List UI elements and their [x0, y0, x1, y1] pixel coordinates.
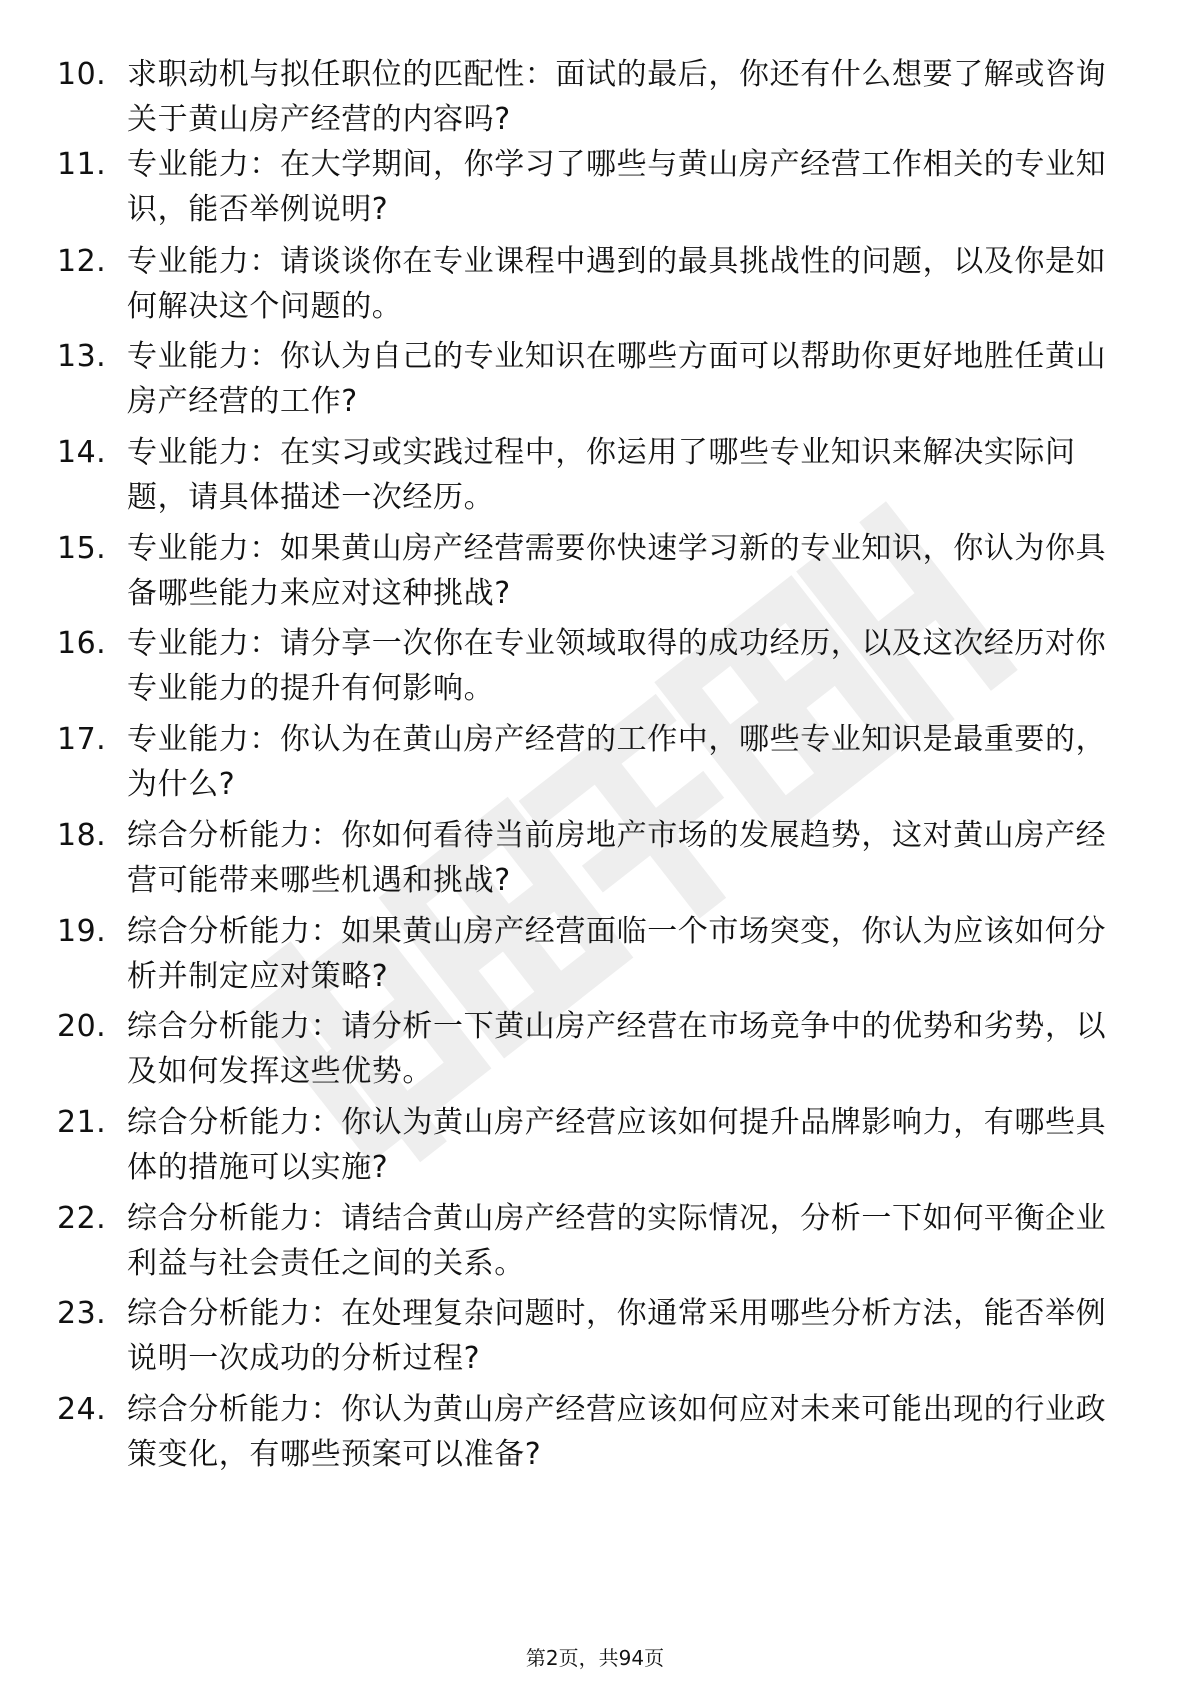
question-text: 综合分析能力：你认为黄山房产经营应该如何应对未来可能出现的行业政策变化，有哪些预案可以准备?	[127, 1392, 1107, 1472]
list-item	[57, 52, 1127, 142]
question-text: 专业能力：你认为自己的专业知识在哪些方面可以帮助你更好地胜任黄山房产经营的工作?	[127, 339, 1107, 419]
question-text: 专业能力：你认为在黄山房产经营的工作中，哪些专业知识是最重要的，为什么?	[127, 722, 1107, 802]
question-number: 13.	[57, 339, 107, 374]
question-number: 21.	[57, 1105, 107, 1140]
list-item	[57, 1100, 1127, 1190]
list-item	[57, 1004, 1127, 1094]
question-number: 23.	[57, 1296, 107, 1331]
question-text: 综合分析能力：如果黄山房产经营面临一个市场突变，你认为应该如何分析并制定应对策略?	[127, 914, 1107, 994]
list-item	[57, 1196, 1127, 1286]
question-number: 12.	[57, 244, 107, 279]
question-text: 综合分析能力：请结合黄山房产经营的实际情况，分析一下如何平衡企业利益与社会责任之间的关系。	[127, 1201, 1107, 1281]
question-text: 求职动机与拟任职位的匹配性：面试的最后，你还有什么想要了解或咨询关于黄山房产经营的内容吗?	[127, 57, 1107, 137]
list-item	[57, 1291, 1127, 1381]
list-item	[57, 239, 1127, 329]
question-number: 24.	[57, 1392, 107, 1427]
list-item	[57, 813, 1127, 903]
list-item	[57, 142, 1127, 232]
page-number-footer: 第2页，共94页	[525, 1646, 665, 1670]
question-text: 专业能力：请分享一次你在专业领域取得的成功经历，以及这次经历对你专业能力的提升有何影响。	[127, 626, 1107, 706]
list-item	[57, 621, 1127, 711]
question-number: 18.	[57, 818, 107, 853]
list-item	[57, 717, 1127, 807]
list-item	[57, 430, 1127, 520]
question-text: 专业能力：在大学期间，你学习了哪些与黄山房产经营工作相关的专业知识，能否举例说明?	[127, 147, 1107, 227]
list-item	[57, 1387, 1127, 1477]
question-number: 19.	[57, 914, 107, 949]
question-number: 16.	[57, 626, 107, 661]
question-number: 20.	[57, 1009, 107, 1044]
question-text: 专业能力：请谈谈你在专业课程中遇到的最具挑战性的问题，以及你是如何解决这个问题的。	[127, 244, 1107, 324]
question-text: 专业能力：在实习或实践过程中，你运用了哪些专业知识来解决实际问题，请具体描述一次经历。	[127, 435, 1076, 515]
question-text: 综合分析能力：你认为黄山房产经营应该如何提升品牌影响力，有哪些具体的措施可以实施?	[127, 1105, 1107, 1185]
question-text: 综合分析能力：在处理复杂问题时，你通常采用哪些分析方法，能否举例说明一次成功的分析过程?	[127, 1296, 1107, 1376]
question-number: 14.	[57, 435, 107, 470]
list-item	[57, 526, 1127, 616]
question-number: 22.	[57, 1201, 107, 1236]
question-text: 综合分析能力：你如何看待当前房地产市场的发展趋势，这对黄山房产经营可能带来哪些机遇和挑战?	[127, 818, 1107, 898]
list-item	[57, 909, 1127, 999]
question-number: 10.	[57, 57, 107, 92]
question-number: 15.	[57, 531, 107, 566]
question-text: 专业能力：如果黄山房产经营需要你快速学习新的专业知识，你认为你具备哪些能力来应对这种挑战?	[127, 531, 1107, 611]
question-number: 11.	[57, 147, 107, 182]
question-number: 17.	[57, 722, 107, 757]
question-text: 综合分析能力：请分析一下黄山房产经营在市场竞争中的优势和劣势，以及如何发挥这些优势。	[127, 1009, 1107, 1089]
list-item	[57, 334, 1127, 424]
